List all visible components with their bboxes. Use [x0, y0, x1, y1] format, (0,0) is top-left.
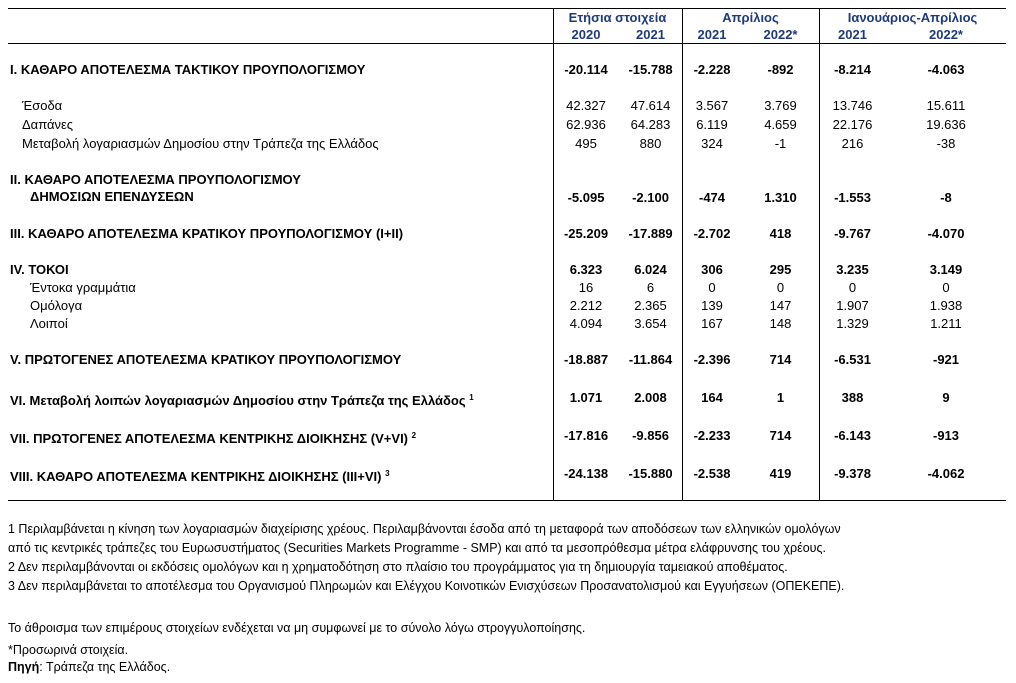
- row-label-bonds: Ομόλογα: [30, 298, 83, 313]
- cell: 3.769: [764, 98, 797, 113]
- footnote-ref-1: 1: [469, 393, 474, 402]
- cell: 15.611: [926, 98, 966, 113]
- row-label-vi: [10, 390, 474, 409]
- cell: -4.063: [927, 62, 965, 77]
- header-year-janapr-2021: 2021: [838, 27, 867, 42]
- cell: -8.214: [834, 62, 871, 77]
- cell: -17.889: [628, 226, 673, 241]
- cell: -8: [940, 190, 952, 205]
- header-group-annual: Ετήσια στοιχεία: [568, 10, 667, 25]
- cell: -1.553: [834, 190, 871, 205]
- cell: 6: [646, 280, 655, 295]
- row-label-vii-text: VII. ΠΡΩΤΟΓΕΝΕΣ ΑΠΟΤΕΛΕΣΜΑ ΚΕΝΤΡΙΚΗΣ ΔΙΟΙΚΗΣΗΣ (V+VI): [10, 431, 409, 446]
- cell: -2.396: [693, 352, 731, 367]
- row-label-vi-text: VI. Μεταβολή λοιπών λογαριασμών Δημοσίου στην Τράπεζα της Ελλάδος: [10, 393, 466, 408]
- cell: 147: [769, 298, 792, 313]
- cell: -2.233: [693, 428, 731, 443]
- cell: -4.070: [927, 226, 965, 241]
- footnote-1b: από τις κεντρικές τράπεζες του Ευρωσυστήματος (Securities Markets Programme - SMP) και από τα μεσοπρόθεσμα μέτρα ελάφρυνσης του χρέους.: [8, 541, 826, 555]
- cell: 9: [942, 390, 950, 405]
- header-group-jan-apr: Ιανουάριος-Απρίλιος: [847, 10, 978, 25]
- cell: 2.365: [634, 298, 667, 313]
- cell: 1.938: [929, 298, 963, 313]
- cell: 19.636: [926, 117, 966, 132]
- cell: 167: [701, 316, 723, 331]
- cell: -9.856: [632, 428, 669, 443]
- cell: 6.119: [696, 117, 728, 132]
- cell: -20.114: [564, 62, 608, 77]
- cell: 1.310: [764, 190, 797, 205]
- cell: 1.071: [569, 390, 603, 405]
- cell: 1.329: [836, 316, 869, 331]
- cell: 3.567: [695, 98, 729, 113]
- source-note: [8, 660, 170, 675]
- cell: 164: [701, 390, 723, 405]
- row-label-iv: IV. ΤΟΚΟΙ: [10, 262, 69, 277]
- cell: 418: [769, 226, 792, 241]
- cell: 419: [769, 466, 792, 481]
- cell: 216: [841, 136, 864, 151]
- cell: 714: [769, 352, 792, 367]
- col-separator-2: [682, 8, 683, 500]
- source-text: : Τράπεζα της Ελλάδος.: [39, 660, 171, 674]
- row-label-treasury-bills: Έντοκα γραμμάτια: [30, 280, 136, 295]
- cell: 0: [708, 280, 716, 295]
- cell: 2.008: [634, 390, 667, 405]
- cell: 22.176: [832, 117, 873, 132]
- cell: -5.095: [567, 190, 605, 205]
- bottom-rule: [8, 500, 1006, 501]
- footnote-ref-3: 3: [385, 469, 390, 478]
- rounding-note: Το άθροισμα των επιμέρους στοιχείων ενδέχεται να μη συμφωνεί με το σύνολο λόγω στρογγυλοποίησης.: [8, 621, 586, 635]
- cell: -892: [767, 62, 794, 77]
- cell: 139: [701, 298, 723, 313]
- row-label-viii-text: VIII. ΚΑΘΑΡΟ ΑΠΟΤΕΛΕΣΜΑ ΚΕΝΤΡΙΚΗΣ ΔΙΟΙΚΗΣΗΣ (III+VI): [10, 469, 382, 484]
- cell: -474: [698, 190, 726, 205]
- header-year-annual-2021: 2021: [636, 27, 665, 42]
- cell: 714: [769, 428, 792, 443]
- cell: 880: [639, 136, 662, 151]
- cell: -2.702: [693, 226, 731, 241]
- cell: 148: [769, 316, 792, 331]
- cell: 3.235: [836, 262, 869, 277]
- cell: 47.614: [630, 98, 671, 113]
- cell: -2.228: [693, 62, 731, 77]
- row-label-v: V. ΠΡΩΤΟΓΕΝΕΣ ΑΠΟΤΕΛΕΣΜΑ ΚΡΑΤΙΚΟΥ ΠΡΟΥΠΟΛΟΓΙΣΜΟΥ: [10, 352, 402, 367]
- row-label-accounts-change: Μεταβολή λογαριασμών Δημοσίου στην Τράπεζα της Ελλάδος: [22, 136, 379, 151]
- cell: 1: [776, 390, 785, 405]
- header-rule: [8, 43, 1006, 44]
- cell: -11.864: [628, 352, 673, 367]
- cell: -25.209: [563, 226, 609, 241]
- cell: 0: [848, 280, 857, 295]
- cell: 0: [942, 280, 950, 295]
- header-year-april-2022: 2022*: [763, 27, 798, 42]
- cell: -38: [936, 136, 956, 151]
- top-rule: [8, 8, 1006, 9]
- footnote-1a: 1 Περιλαμβάνεται η κίνηση των λογαριασμών διαχείρισης χρέους. Περιλαμβάνονται έσοδα από τη μεταφορά των αποδόσεων των ελληνικών ομολόγων: [8, 522, 841, 536]
- cell: -913: [932, 428, 960, 443]
- cell: 62.936: [566, 117, 606, 132]
- cell: -1: [774, 136, 787, 151]
- row-label-i: I. ΚΑΘΑΡΟ ΑΠΟΤΕΛΕΣΜΑ ΤΑΚΤΙΚΟΥ ΠΡΟΥΠΟΛΟΓΙΣΜΟΥ: [10, 62, 366, 77]
- row-label-vii: [10, 428, 416, 447]
- footnote-3: 3 Δεν περιλαμβάνεται το αποτέλεσμα του Οργανισμού Πληρωμών και Ελέγχου Κοινοτικών Ενισχύσεων Προσανατολισμού και Εγγυήσεων (ΟΠΕΚΕΠΕ).: [8, 579, 845, 593]
- cell: 306: [701, 262, 723, 277]
- row-label-ii: II. ΚΑΘΑΡΟ ΑΠΟΤΕΛΕΣΜΑ ΠΡΟΥΠΟΛΟΓΙΣΜΟΥ: [10, 172, 301, 187]
- col-separator-3: [819, 8, 820, 500]
- cell: 6.323: [569, 262, 603, 277]
- cell: 3.654: [634, 316, 667, 331]
- cell: -2.100: [632, 190, 669, 205]
- cell: -2.538: [693, 466, 731, 481]
- cell: 3.149: [929, 262, 963, 277]
- cell: 1.907: [836, 298, 869, 313]
- cell: 42.327: [566, 98, 606, 113]
- cell: -18.887: [563, 352, 609, 367]
- row-label-viii: [10, 466, 390, 485]
- cell: 1.211: [930, 316, 962, 331]
- row-label-revenue: Έσοδα: [22, 98, 63, 113]
- cell: 4.659: [764, 117, 797, 132]
- footnote-2: 2 Δεν περιλαμβάνονται οι εκδόσεις ομολόγων και η χρηματοδότηση στο πλαίσιο του προγράμματος για τη δημιουργία ταμειακού αποθέματος.: [8, 560, 788, 574]
- cell: -9.378: [834, 466, 871, 481]
- source-label: Πηγή: [8, 660, 40, 674]
- header-year-april-2021: 2021: [697, 27, 727, 42]
- cell: 295: [769, 262, 792, 277]
- row-label-other: Λοιποί: [30, 316, 68, 331]
- footnote-ref-2: 2: [411, 431, 417, 440]
- cell: -6.143: [834, 428, 871, 443]
- cell: -15.880: [628, 466, 673, 481]
- row-label-expenses: Δαπάνες: [22, 117, 74, 132]
- cell: 4.094: [569, 316, 603, 331]
- cell: -4.062: [927, 466, 965, 481]
- cell: 2.212: [569, 298, 603, 313]
- header-group-april: Απρίλιος: [722, 10, 779, 25]
- cell: -17.816: [563, 428, 609, 443]
- row-label-iii: III. ΚΑΘΑΡΟ ΑΠΟΤΕΛΕΣΜΑ ΚΡΑΤΙΚΟΥ ΠΡΟΥΠΟΛΟΓΙΣΜΟΥ (I+II): [10, 226, 404, 241]
- row-label-ii-line2: ΔΗΜΟΣΙΩΝ ΕΠΕΝΔΥΣΕΩΝ: [30, 189, 194, 204]
- cell: 495: [575, 136, 597, 151]
- cell: -15.788: [628, 62, 673, 77]
- cell: -6.531: [834, 352, 871, 367]
- header-year-annual-2020: 2020: [571, 27, 601, 42]
- cell: -9.767: [834, 226, 871, 241]
- header-year-janapr-2022: 2022*: [929, 27, 963, 42]
- cell: -921: [932, 352, 960, 367]
- provisional-note: *Προσωρινά στοιχεία.: [8, 643, 129, 657]
- cell: 64.283: [630, 117, 671, 132]
- cell: -24.138: [563, 466, 609, 481]
- cell: 16: [578, 280, 594, 295]
- cell: 13.746: [832, 98, 873, 113]
- col-separator-1: [553, 8, 554, 500]
- cell: 388: [841, 390, 864, 405]
- cell: 0: [776, 280, 785, 295]
- cell: 324: [701, 136, 723, 151]
- cell: 6.024: [634, 262, 667, 277]
